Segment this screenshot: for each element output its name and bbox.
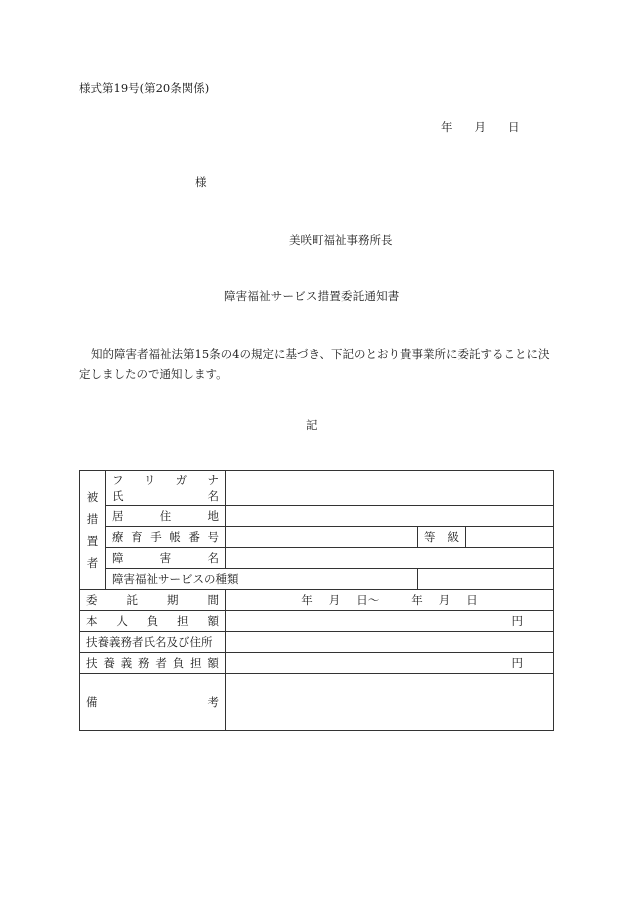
supporter-burden-field[interactable]: 円 bbox=[226, 653, 554, 674]
furigana-label: フ リ ガ ナ bbox=[112, 473, 219, 487]
supporter-info-field[interactable] bbox=[226, 632, 554, 653]
date-year: 年 bbox=[441, 120, 453, 134]
date-month: 月 bbox=[474, 120, 486, 134]
service-type-label: 障害福祉サービスの種類 bbox=[106, 569, 418, 590]
name-label: 氏 名 bbox=[112, 489, 219, 503]
subject-label: 被 措 置 者 bbox=[80, 471, 106, 590]
service-type-field[interactable] bbox=[418, 569, 554, 590]
grade-field[interactable] bbox=[466, 527, 554, 548]
supporter-burden-label: 扶 養 義 務 者 負 担 額 bbox=[80, 653, 226, 674]
form-number: 様式第19号(第20条関係) bbox=[79, 81, 210, 95]
ryoiku-label: 療 育 手 帳 番 号 bbox=[106, 527, 226, 548]
period-label: 委 託 期 間 bbox=[80, 590, 226, 611]
residence-field[interactable] bbox=[226, 506, 554, 527]
grade-label: 等 級 bbox=[418, 527, 466, 548]
residence-label: 居 住 地 bbox=[106, 506, 226, 527]
remarks-label: 備 考 bbox=[80, 674, 226, 731]
date-day: 日 bbox=[508, 120, 520, 134]
addressee: 様 bbox=[195, 175, 207, 189]
name-field[interactable] bbox=[226, 471, 554, 506]
document-title: 障害福祉サービス措置委託通知書 bbox=[224, 289, 400, 303]
notice-table bbox=[79, 470, 554, 731]
ryoiku-field[interactable] bbox=[226, 527, 418, 548]
period-field[interactable]: 年 月 日〜 年 月 日 bbox=[226, 590, 554, 611]
remarks-field[interactable] bbox=[226, 674, 554, 731]
ki-mark: 記 bbox=[306, 418, 318, 432]
disability-label: 障 害 名 bbox=[106, 548, 226, 569]
supporter-info-label: 扶養義務者氏名及び住所 bbox=[80, 632, 226, 653]
sender: 美咲町福祉事務所長 bbox=[289, 233, 393, 247]
self-burden-label: 本 人 負 担 額 bbox=[80, 611, 226, 632]
self-burden-field[interactable]: 円 bbox=[226, 611, 554, 632]
date-line bbox=[441, 119, 542, 135]
body-text: 知的障害者福祉法第15条の4の規定に基づき、下記のとおり貴事業所に委託することに決定しましたので通知します。 bbox=[79, 347, 550, 381]
furigana-name-label bbox=[106, 471, 226, 506]
disability-field[interactable] bbox=[226, 548, 554, 569]
